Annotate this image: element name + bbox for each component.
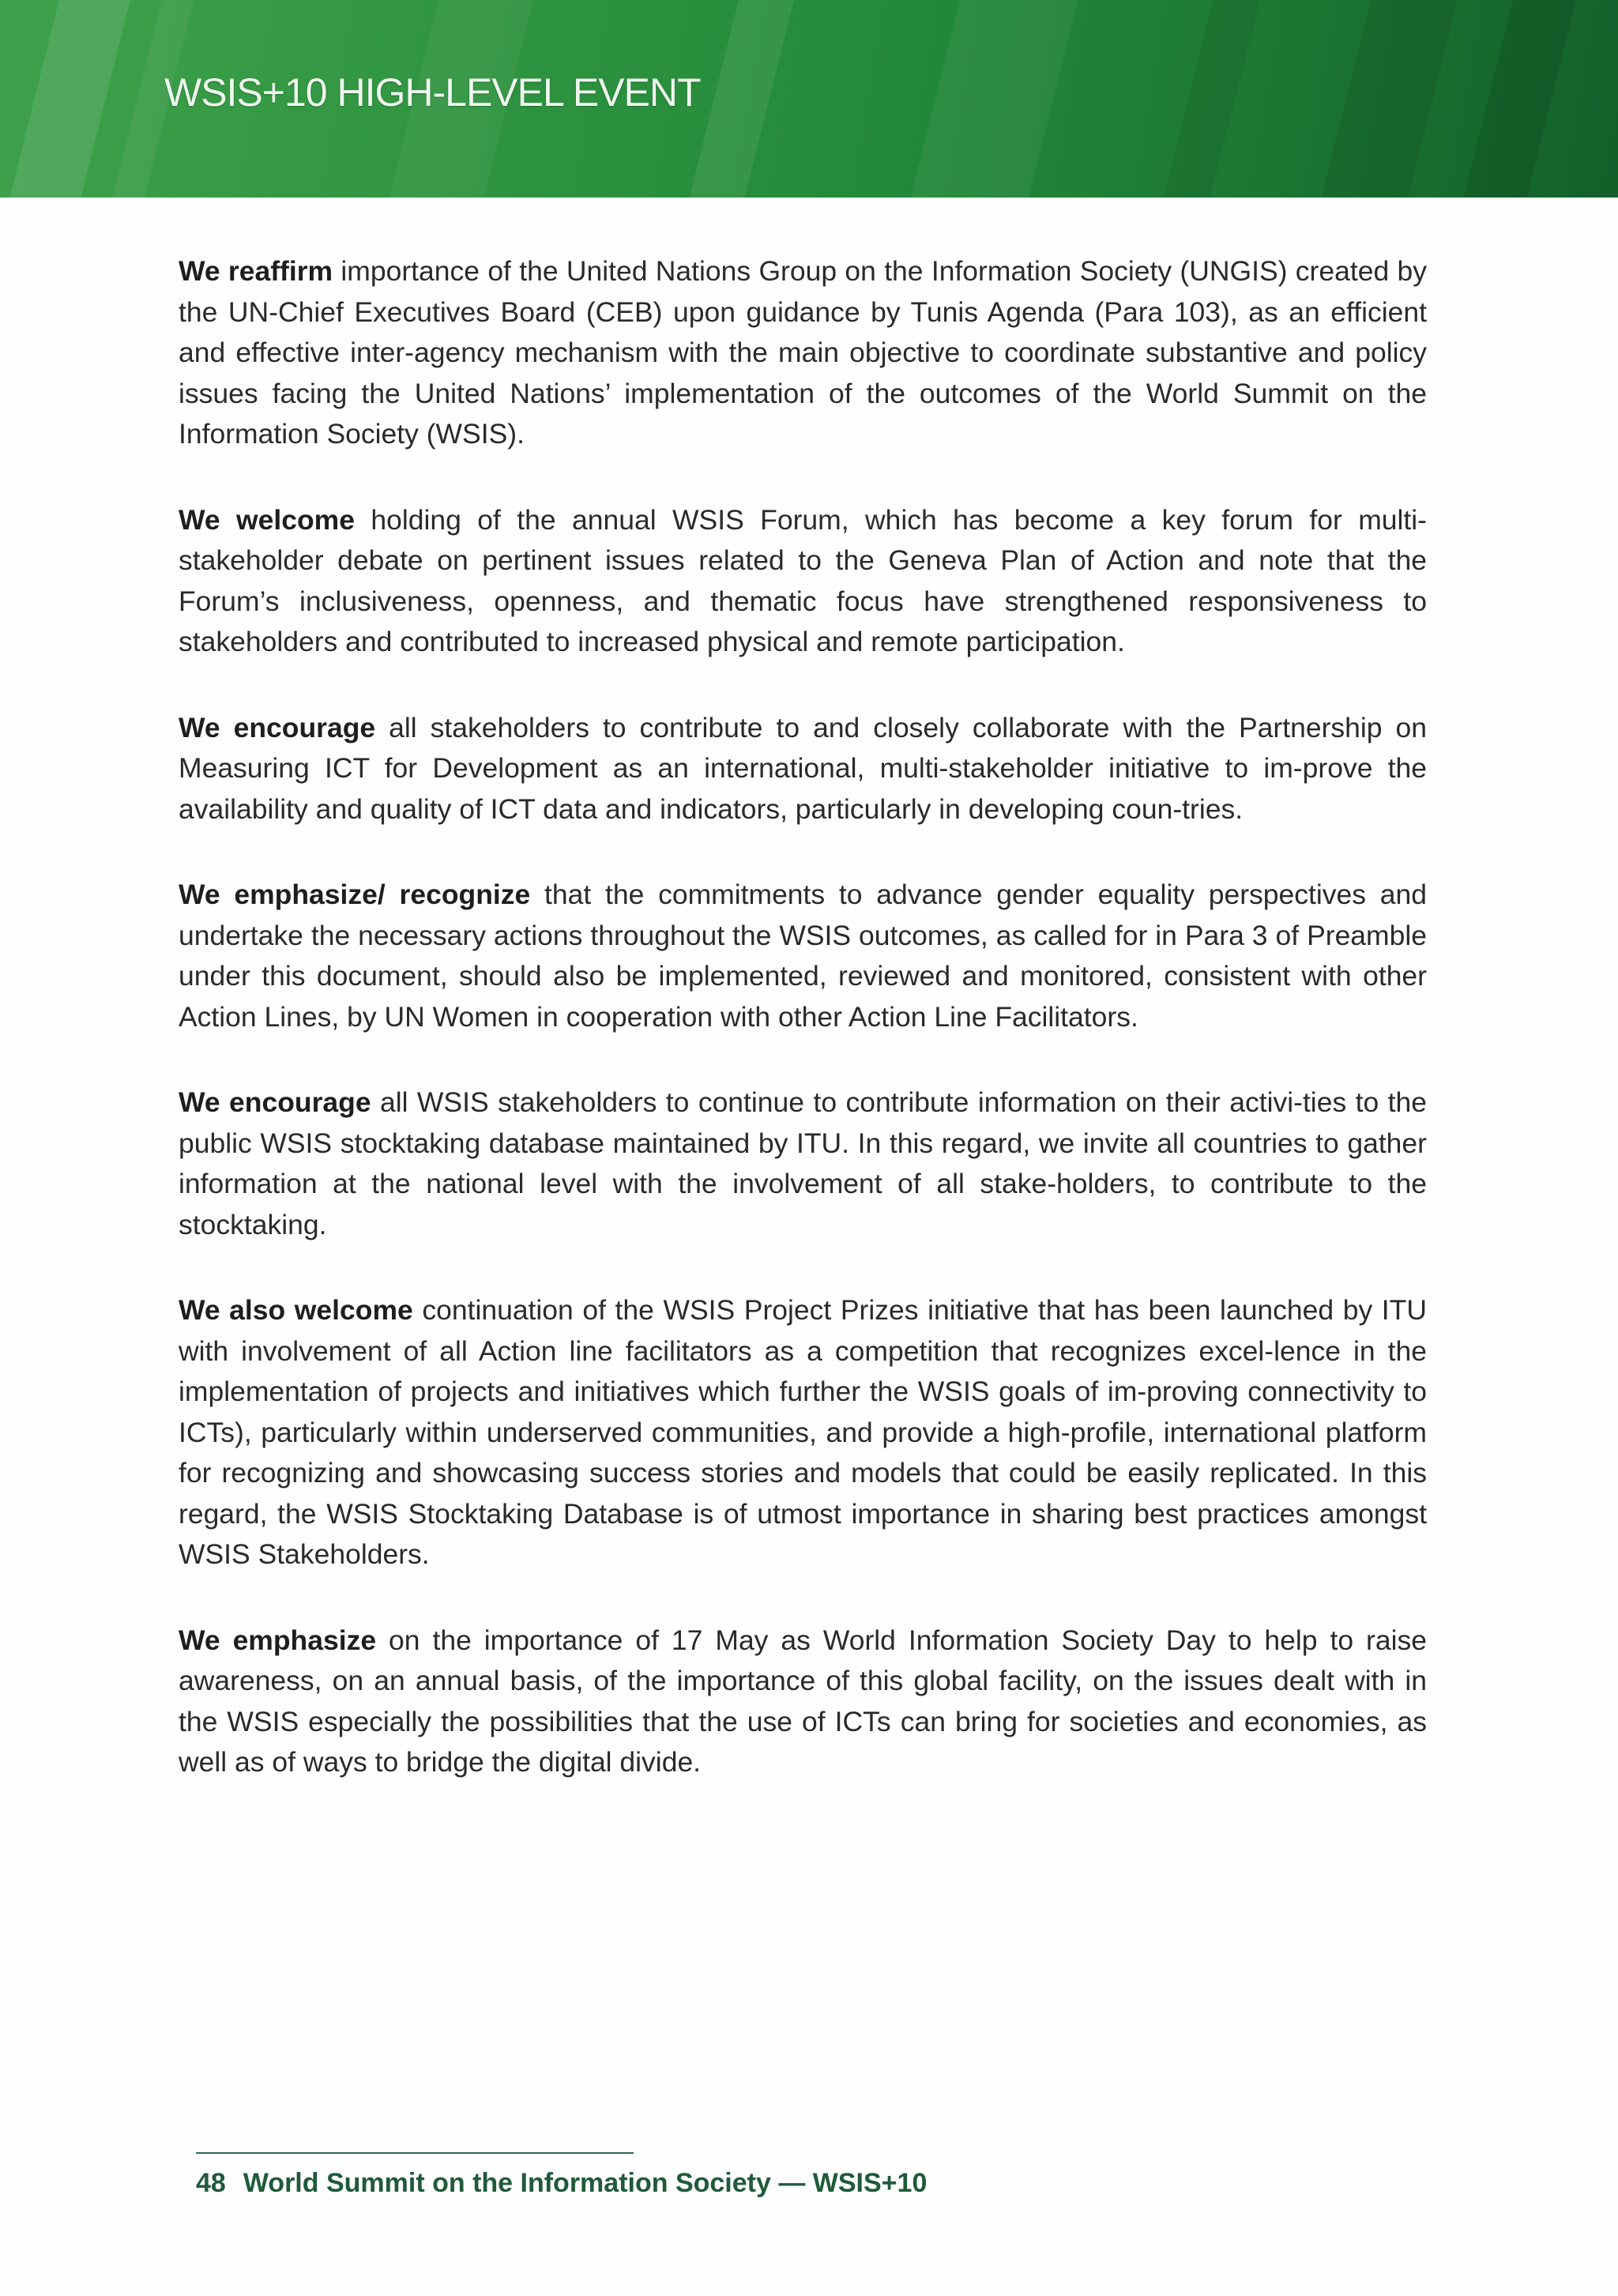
- paragraph-lead: We reaffirm: [179, 255, 333, 287]
- paragraph-text: on the importance of 17 May as World Information Society Day to help to raise awareness, on an annual basis, of the importance of this global facility, on the issues dealt with in the WSIS especially the possibilities that the use of ICTs can bring for societies and economies, as well as of ways to bridge the digital divide.: [179, 1624, 1427, 1778]
- paragraph-text: that the commitments to advance gender equality perspectives and undertake the necessary actions throughout the WSIS outcomes, as called for in Para 3 of Preamble under this document, should also be implemented, reviewed and monitored, consistent with other Action Lines, by UN Women in cooperation with other Action Line Facilitators.: [179, 879, 1427, 1033]
- paragraph-text: all WSIS stakeholders to continue to contribute information on their activi-ties to the public WSIS stocktaking database maintained by ITU. In this regard, we invite all countries to gather information at the national level with the involvement of all stake-holders, to contribute to the stocktaking.: [179, 1086, 1427, 1240]
- paragraph-encourage-partnership: [179, 708, 1427, 830]
- paragraph-lead: We encourage: [179, 1086, 371, 1118]
- paragraph-encourage-stocktaking: [179, 1082, 1427, 1245]
- document-body: [179, 251, 1427, 1828]
- paragraph-text: importance of the United Nations Group on the Information Society (UNGIS) created by the UN-Chief Executives Board (CEB) upon guidance by Tunis Agenda (Para 103), as an efficient and effective inter-agency mechanism with the main objective to coordinate substantive and policy issues facing the United Nations’ implementation of the outcomes of the World Summit on the Information Society (WSIS).: [179, 255, 1428, 450]
- page-footer: [196, 2168, 927, 2199]
- paragraph-welcome-wsis-forum: [179, 500, 1427, 663]
- paragraph-text: all stakeholders to contribute to and closely collaborate with the Partnership on Measuring ICT for Development as an international, multi-stakeholder initiative to im-prove the availability and quality of ICT data and indicators, particularly in developing coun-tries.: [179, 711, 1428, 825]
- paragraph-lead: We emphasize/ recognize: [179, 879, 531, 910]
- paragraph-lead: We emphasize: [179, 1624, 377, 1656]
- header-decoration: [1450, 0, 1584, 198]
- page-number: 48: [196, 2168, 226, 2198]
- paragraph-gender-equality: [179, 875, 1427, 1037]
- paragraph-text: continuation of the WSIS Project Prizes initiative that has been launched by ITU with involvement of all Action line facilitators as a competition that recognizes excel-lence in the implementation of projects and initiatives which further the WSIS goals of im-proving connectivity to ICTs), particularly within underserved communities, and provide a high-profile, international platform for recognizing and showcasing success stories and models that could be easily replicated. In this regard, the WSIS Stocktaking Database is of utmost importance in sharing best practices amongst WSIS Stakeholders.: [179, 1294, 1427, 1570]
- paragraph-information-society-day: [179, 1620, 1427, 1783]
- header-decoration: [0, 0, 138, 198]
- paragraph-lead: We welcome: [179, 503, 355, 536]
- header-decoration: [1308, 0, 1466, 198]
- paragraph-lead: We also welcome: [179, 1294, 413, 1326]
- paragraph-reaffirm-ungis: [179, 251, 1427, 455]
- footer-title: World Summit on the Information Society — WSIS+10: [243, 2168, 928, 2198]
- header-banner: [0, 0, 1618, 198]
- paragraph-lead: We encourage: [179, 711, 376, 743]
- paragraph-text: holding of the annual WSIS Forum, which has become a key forum for multi-stakeholder debate on pertinent issues related to the Geneva Plan of Action and note that the Forum’s inclusiveness, openness, and thematic focus have strengthened responsiveness to stakeholders and contributed to increased physical and remote participation.: [179, 503, 1427, 657]
- header-decoration: [897, 0, 1086, 198]
- footer-divider: [196, 2152, 634, 2154]
- paragraph-project-prizes: [179, 1290, 1427, 1575]
- header-decoration: [1150, 0, 1268, 198]
- header-title: WSIS+10 HIGH-LEVEL EVENT: [164, 70, 701, 115]
